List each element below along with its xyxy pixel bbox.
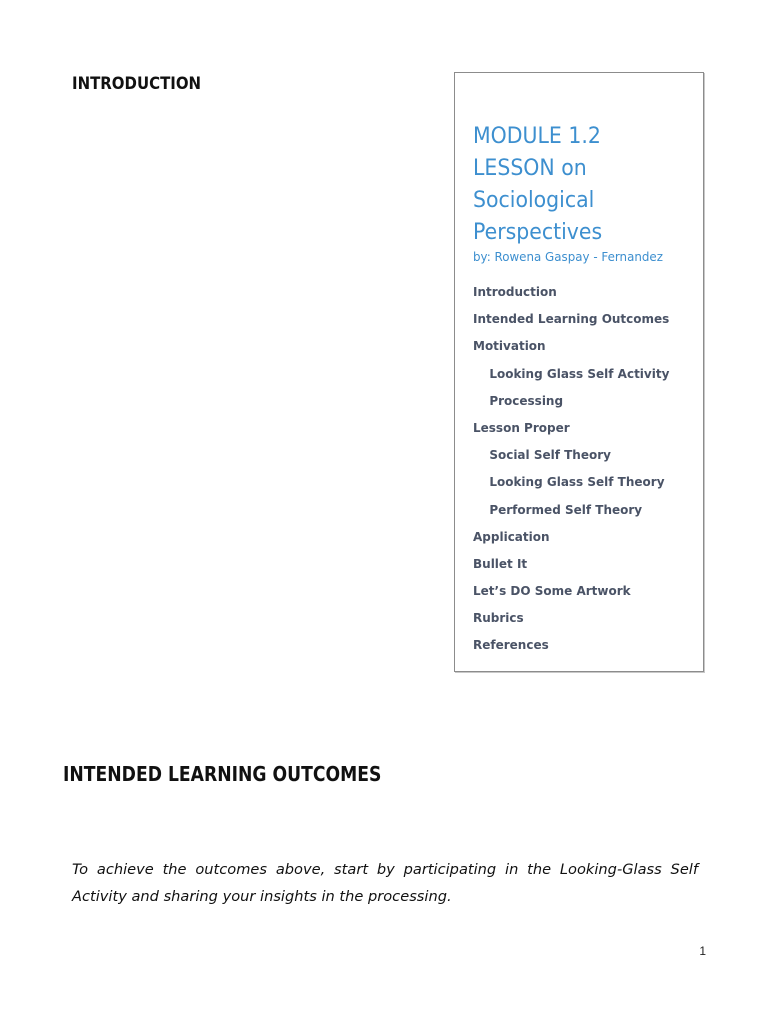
module-title-line: Perspectives bbox=[473, 220, 603, 245]
toc-item-looking-glass-self-activity[interactable]: Looking Glass Self Activity bbox=[489, 365, 670, 381]
module-title bbox=[473, 121, 602, 249]
toc-item-bullet-it[interactable]: Bullet It bbox=[473, 555, 528, 571]
toc-item-references[interactable]: References bbox=[473, 637, 549, 653]
table-of-contents-box bbox=[454, 72, 704, 672]
toc-item-social-self-theory[interactable]: Social Self Theory bbox=[489, 447, 611, 463]
module-title-line: Sociological bbox=[473, 188, 595, 213]
toc-item-lets-do-some-artwork[interactable]: Let’s DO Some Artwork bbox=[473, 583, 631, 599]
module-title-line: MODULE 1.2 bbox=[473, 124, 601, 149]
ilo-instruction-paragraph: To achieve the outcomes above, start by participating in the Looking-Glass Self Activity and sharing your insights in the processing. bbox=[72, 861, 698, 905]
toc-item-introduction[interactable]: Introduction bbox=[473, 284, 557, 299]
introduction-heading: INTRODUCTION bbox=[72, 74, 202, 94]
toc-item-looking-glass-self-theory[interactable]: Looking Glass Self Theory bbox=[489, 474, 665, 490]
module-author: by: Rowena Gaspay - Fernandez bbox=[473, 249, 663, 264]
toc-list bbox=[473, 284, 678, 665]
toc-item-lesson-proper[interactable]: Lesson Proper bbox=[473, 419, 570, 435]
module-title-line: LESSON on bbox=[473, 156, 587, 181]
toc-item-intended-learning-outcomes[interactable]: Intended Learning Outcomes bbox=[473, 311, 670, 327]
intended-learning-outcomes-heading: INTENDED LEARNING OUTCOMES bbox=[63, 762, 382, 786]
toc-item-rubrics[interactable]: Rubrics bbox=[473, 610, 524, 626]
page-number: 1 bbox=[699, 944, 706, 958]
toc-item-processing[interactable]: Processing bbox=[489, 392, 564, 408]
toc-item-motivation[interactable]: Motivation bbox=[473, 338, 546, 354]
toc-item-performed-self-theory[interactable]: Performed Self Theory bbox=[489, 501, 643, 517]
toc-item-application[interactable]: Application bbox=[473, 528, 550, 544]
